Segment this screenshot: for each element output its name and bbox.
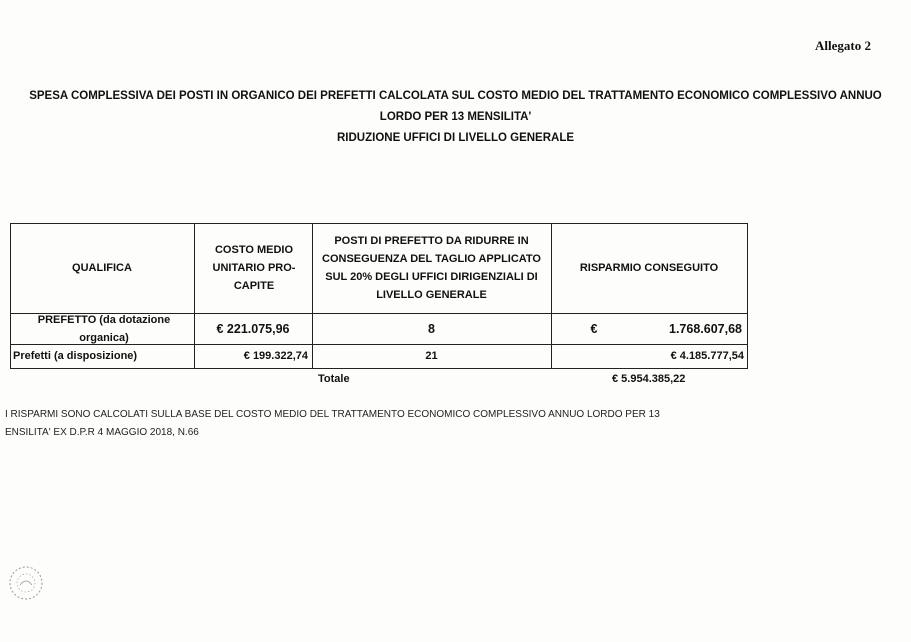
footnote-line-1: I RISPARMI SONO CALCOLATI SULLA BASE DEL COSTO MEDIO DEL TRATTAMENTO ECONOMICO COMPLESSIVO ANNUO LORDO PER 13 bbox=[5, 409, 660, 420]
table-border-bottom bbox=[10, 368, 748, 369]
row2-posti: 21 bbox=[425, 350, 438, 362]
total-label: Totale bbox=[318, 373, 350, 385]
cost-table bbox=[10, 223, 748, 369]
header-costo-medio: COSTO MEDIO UNITARIO PRO-CAPITE bbox=[212, 244, 296, 292]
title-line-2: LORDO PER 13 MENSILITA' bbox=[379, 111, 532, 123]
row1-risparmio: 1.768.607,68 bbox=[669, 321, 742, 336]
table-border-right bbox=[747, 223, 748, 369]
seal-stamp-icon bbox=[8, 565, 44, 601]
title-line-3: RIDUZIONE UFFICI DI LIVELLO GENERALE bbox=[336, 132, 575, 144]
row1-posti: 8 bbox=[428, 321, 435, 336]
total-value: € 5.954.385,22 bbox=[612, 373, 686, 385]
row1-costo: € 221.075,96 bbox=[216, 321, 290, 336]
footnote-line-2: ENSILITA' EX D.P.R 4 MAGGIO 2018, N.66 bbox=[5, 427, 199, 438]
title-line-1: SPESA COMPLESSIVA DEI POSTI IN ORGANICO DEI PREFETTI CALCOLATA SUL COSTO MEDIO DEL TRATTAMENTO ECONOMICO COMPLESSIVO ANNUO bbox=[29, 90, 882, 102]
row1-qualifica: PREFETTO (da dotazione organica) bbox=[37, 313, 171, 344]
header-posti-ridurre: POSTI DI PREFETTO DA RIDURRE IN CONSEGUENZA DEL TAGLIO APPLICATO SUL 20% DEGLI UFFICI DIRIGENZIALI DI LIVELLO GENERALE bbox=[322, 235, 541, 301]
row1-euro-sign: € bbox=[590, 321, 598, 336]
row2-costo: € 199.322,74 bbox=[243, 350, 308, 362]
footnote bbox=[5, 406, 660, 442]
header-risparmio: RISPARMIO CONSEGUITO bbox=[579, 262, 719, 274]
header-qualifica: QUALIFICA bbox=[72, 262, 132, 274]
document-title bbox=[0, 86, 911, 149]
row2-risparmio: € 4.185.777,54 bbox=[670, 350, 744, 362]
attachment-label: Allegato 2 bbox=[815, 38, 871, 53]
row2-qualifica: Prefetti (a disposizione) bbox=[13, 350, 138, 362]
